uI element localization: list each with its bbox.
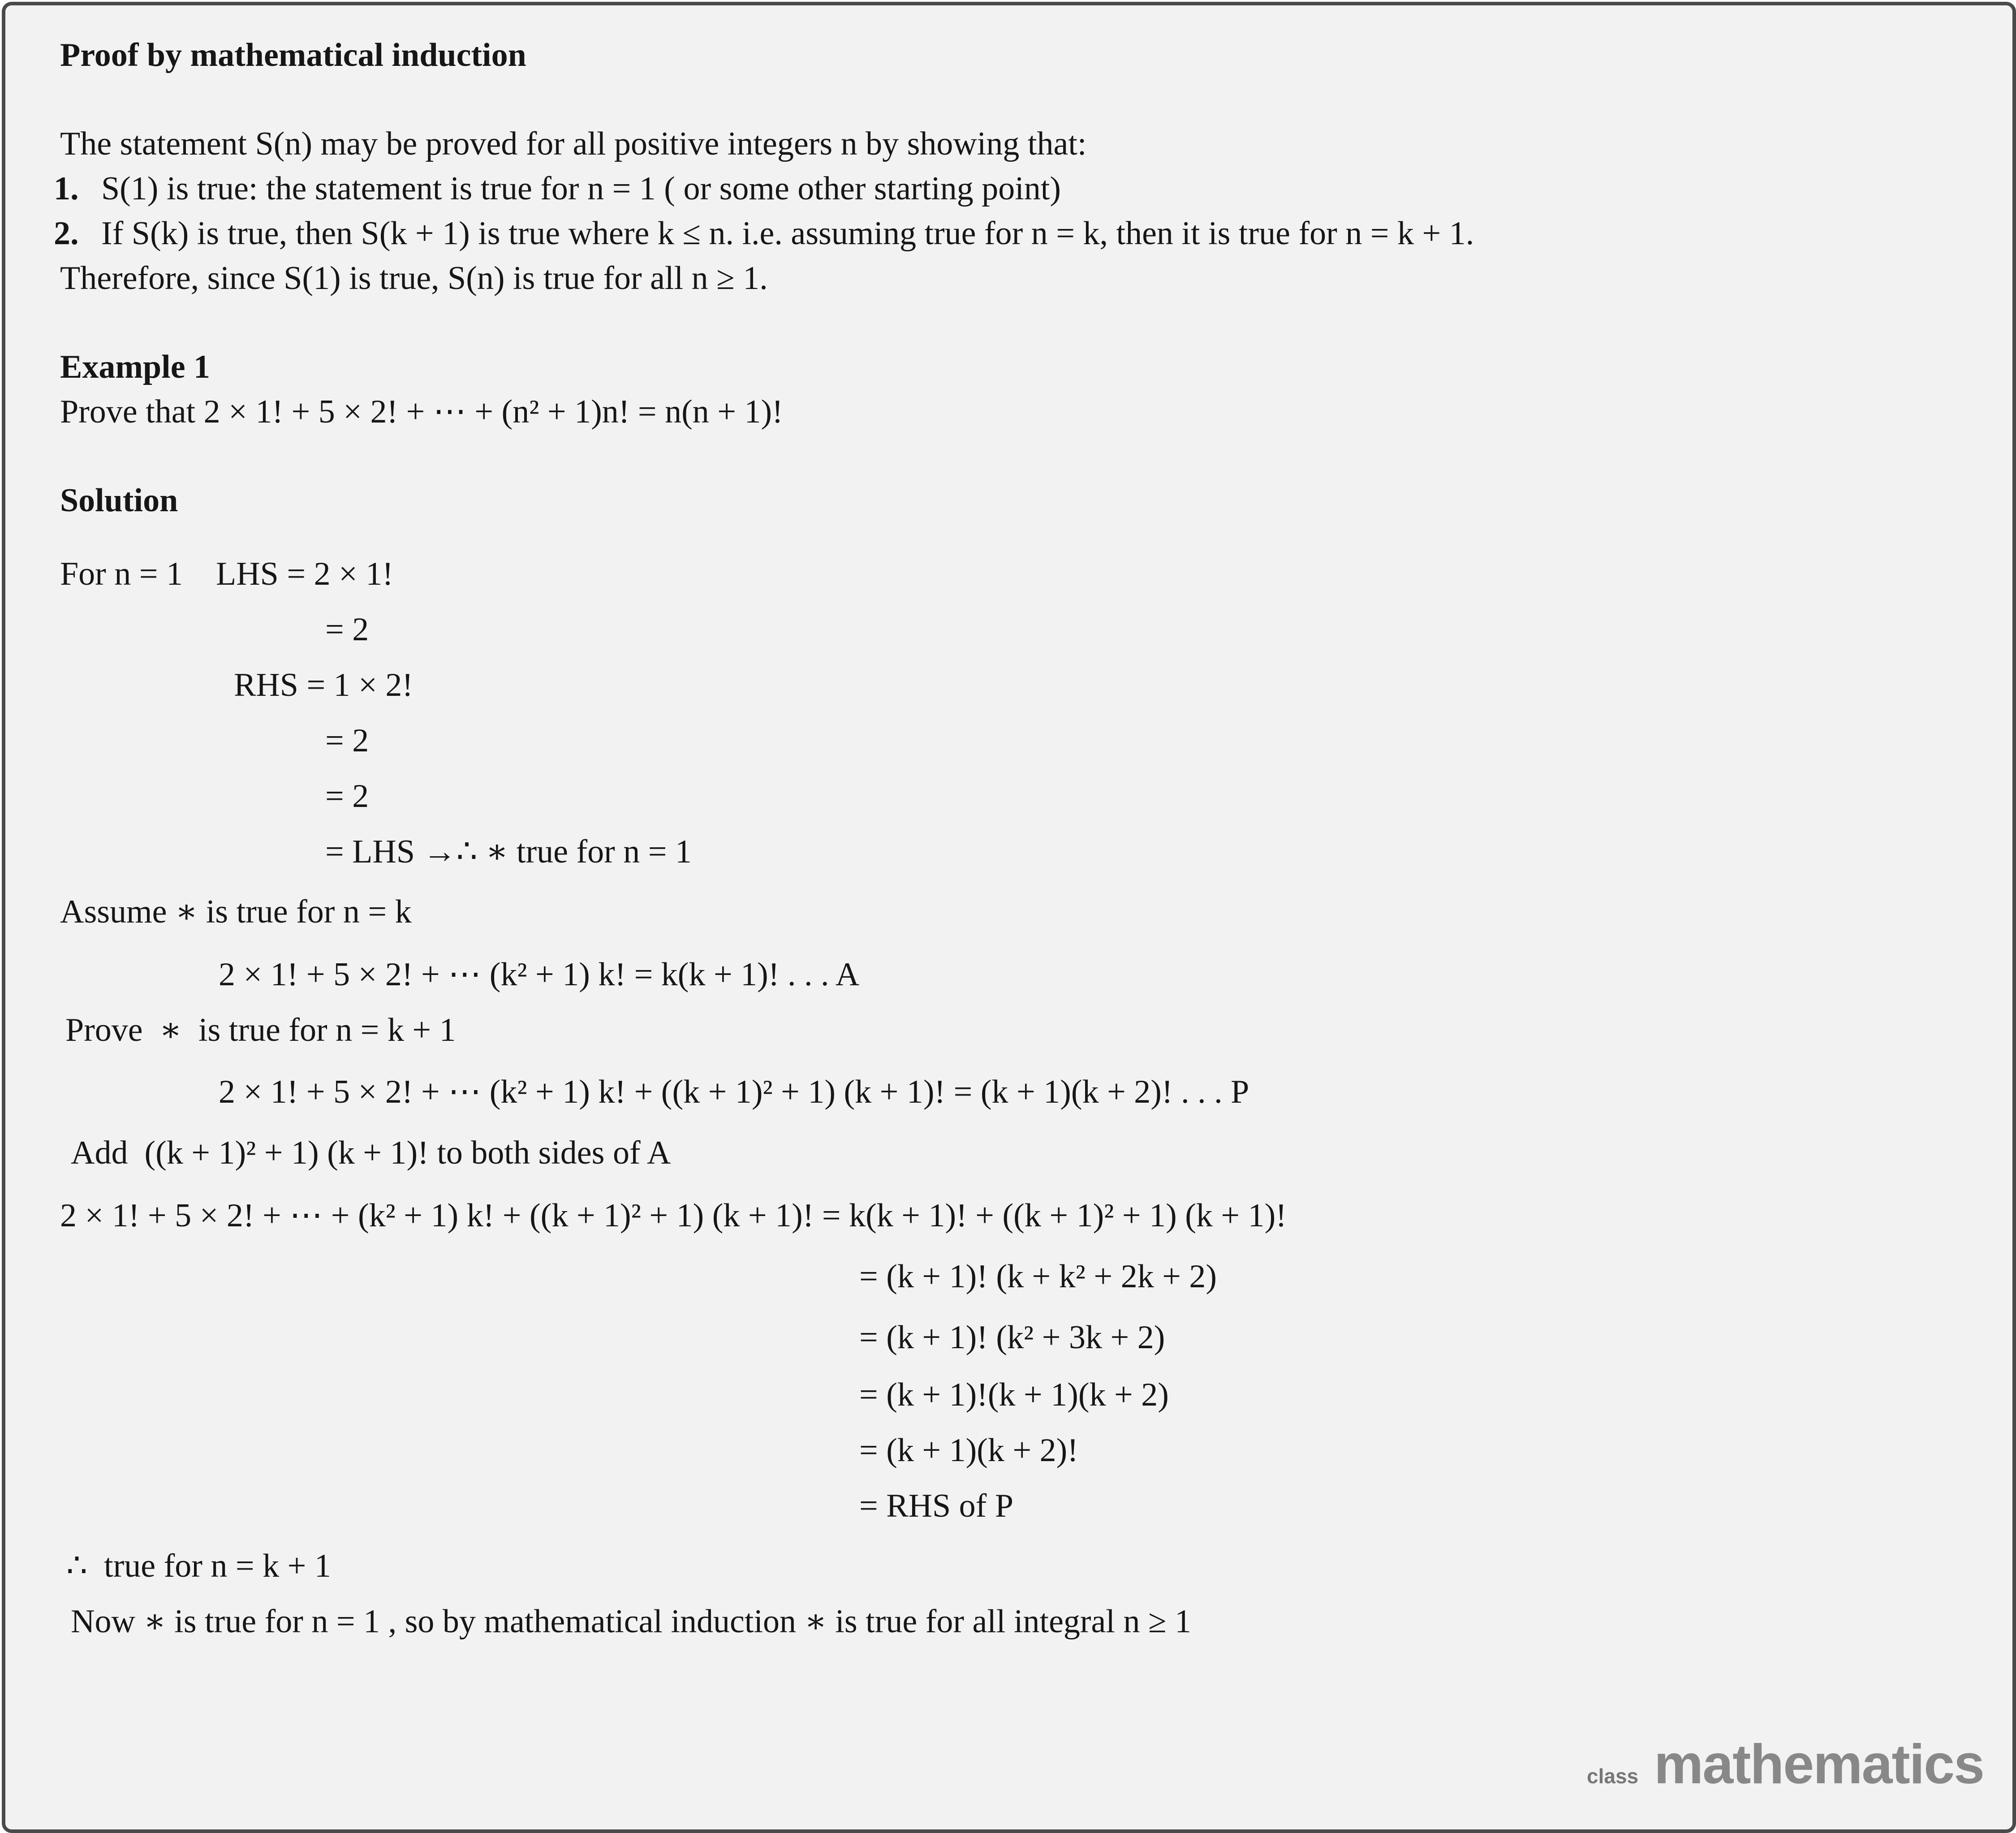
derivation-lhs: 2 × 1! + 5 × 2! + ⋯ + (k² + 1) k! + ((k + 1)² + 1) (k + 1)! = k(k + 1)! + ((k + 1)² + 1) (k + 1)!: [60, 1197, 1287, 1234]
step-1-number: 1.: [54, 170, 79, 207]
step-1-text: S(1) is true: the statement is true for n = 1 ( or some other starting point): [101, 170, 1061, 207]
assume-line: Assume ∗ is true for n = k: [60, 893, 412, 930]
base-case-line: = 2: [325, 778, 369, 815]
base-case-line: = LHS →∴ ∗ true for n = 1: [325, 833, 692, 870]
base-case-line: = 2: [325, 611, 369, 648]
step-2-number: 2.: [54, 215, 79, 252]
logo-small-text: class: [1587, 1764, 1639, 1788]
base-case-line: = 2: [325, 722, 369, 759]
solution-heading: Solution: [60, 482, 178, 519]
intro-lead: The statement S(n) may be proved for all positive integers n by showing that:: [60, 125, 1087, 162]
example-statement: Prove that 2 × 1! + 5 × 2! + ⋯ + (n² + 1)n! = n(n + 1)!: [60, 393, 783, 430]
derivation-step: = (k + 1)(k + 2)!: [859, 1432, 1078, 1469]
derivation-step: = (k + 1)! (k + k² + 2k + 2): [859, 1258, 1217, 1295]
prove-line: Prove ∗ is true for n = k + 1: [65, 1012, 456, 1048]
base-case-line: RHS = 1 × 2!: [234, 667, 414, 703]
derivation-step: = (k + 1)! (k² + 3k + 2): [859, 1319, 1165, 1356]
base-case-line: For n = 1 LHS = 2 × 1!: [60, 556, 393, 592]
final-conclusion: Now ∗ is true for n = 1 , so by mathematical induction ∗ is true for all integral n ≥ 1: [71, 1603, 1192, 1640]
equation-a: 2 × 1! + 5 × 2! + ⋯ (k² + 1) k! = k(k + 1)! . . . A: [219, 956, 860, 993]
add-line: Add ((k + 1)² + 1) (k + 1)! to both sides of A: [71, 1134, 671, 1171]
derivation-step: = (k + 1)!(k + 1)(k + 2): [859, 1376, 1169, 1413]
intro-conclusion: Therefore, since S(1) is true, S(n) is true for all n ≥ 1.: [60, 260, 768, 297]
therefore-line: ∴ true for n = k + 1: [66, 1548, 331, 1584]
derivation-step: = RHS of P: [859, 1488, 1013, 1524]
logo-main-text: mathematics: [1654, 1734, 1984, 1795]
example-heading: Example 1: [60, 349, 211, 385]
step-2-text: If S(k) is true, then S(k + 1) is true where k ≤ n. i.e. assuming true for n = k, then it is true for n = k + 1.: [101, 215, 1474, 252]
equation-p: 2 × 1! + 5 × 2! + ⋯ (k² + 1) k! + ((k + 1)² + 1) (k + 1)! = (k + 1)(k + 2)! . . . P: [219, 1074, 1249, 1110]
content-card: [2, 2, 2016, 1833]
page-title: Proof by mathematical induction: [60, 37, 526, 73]
